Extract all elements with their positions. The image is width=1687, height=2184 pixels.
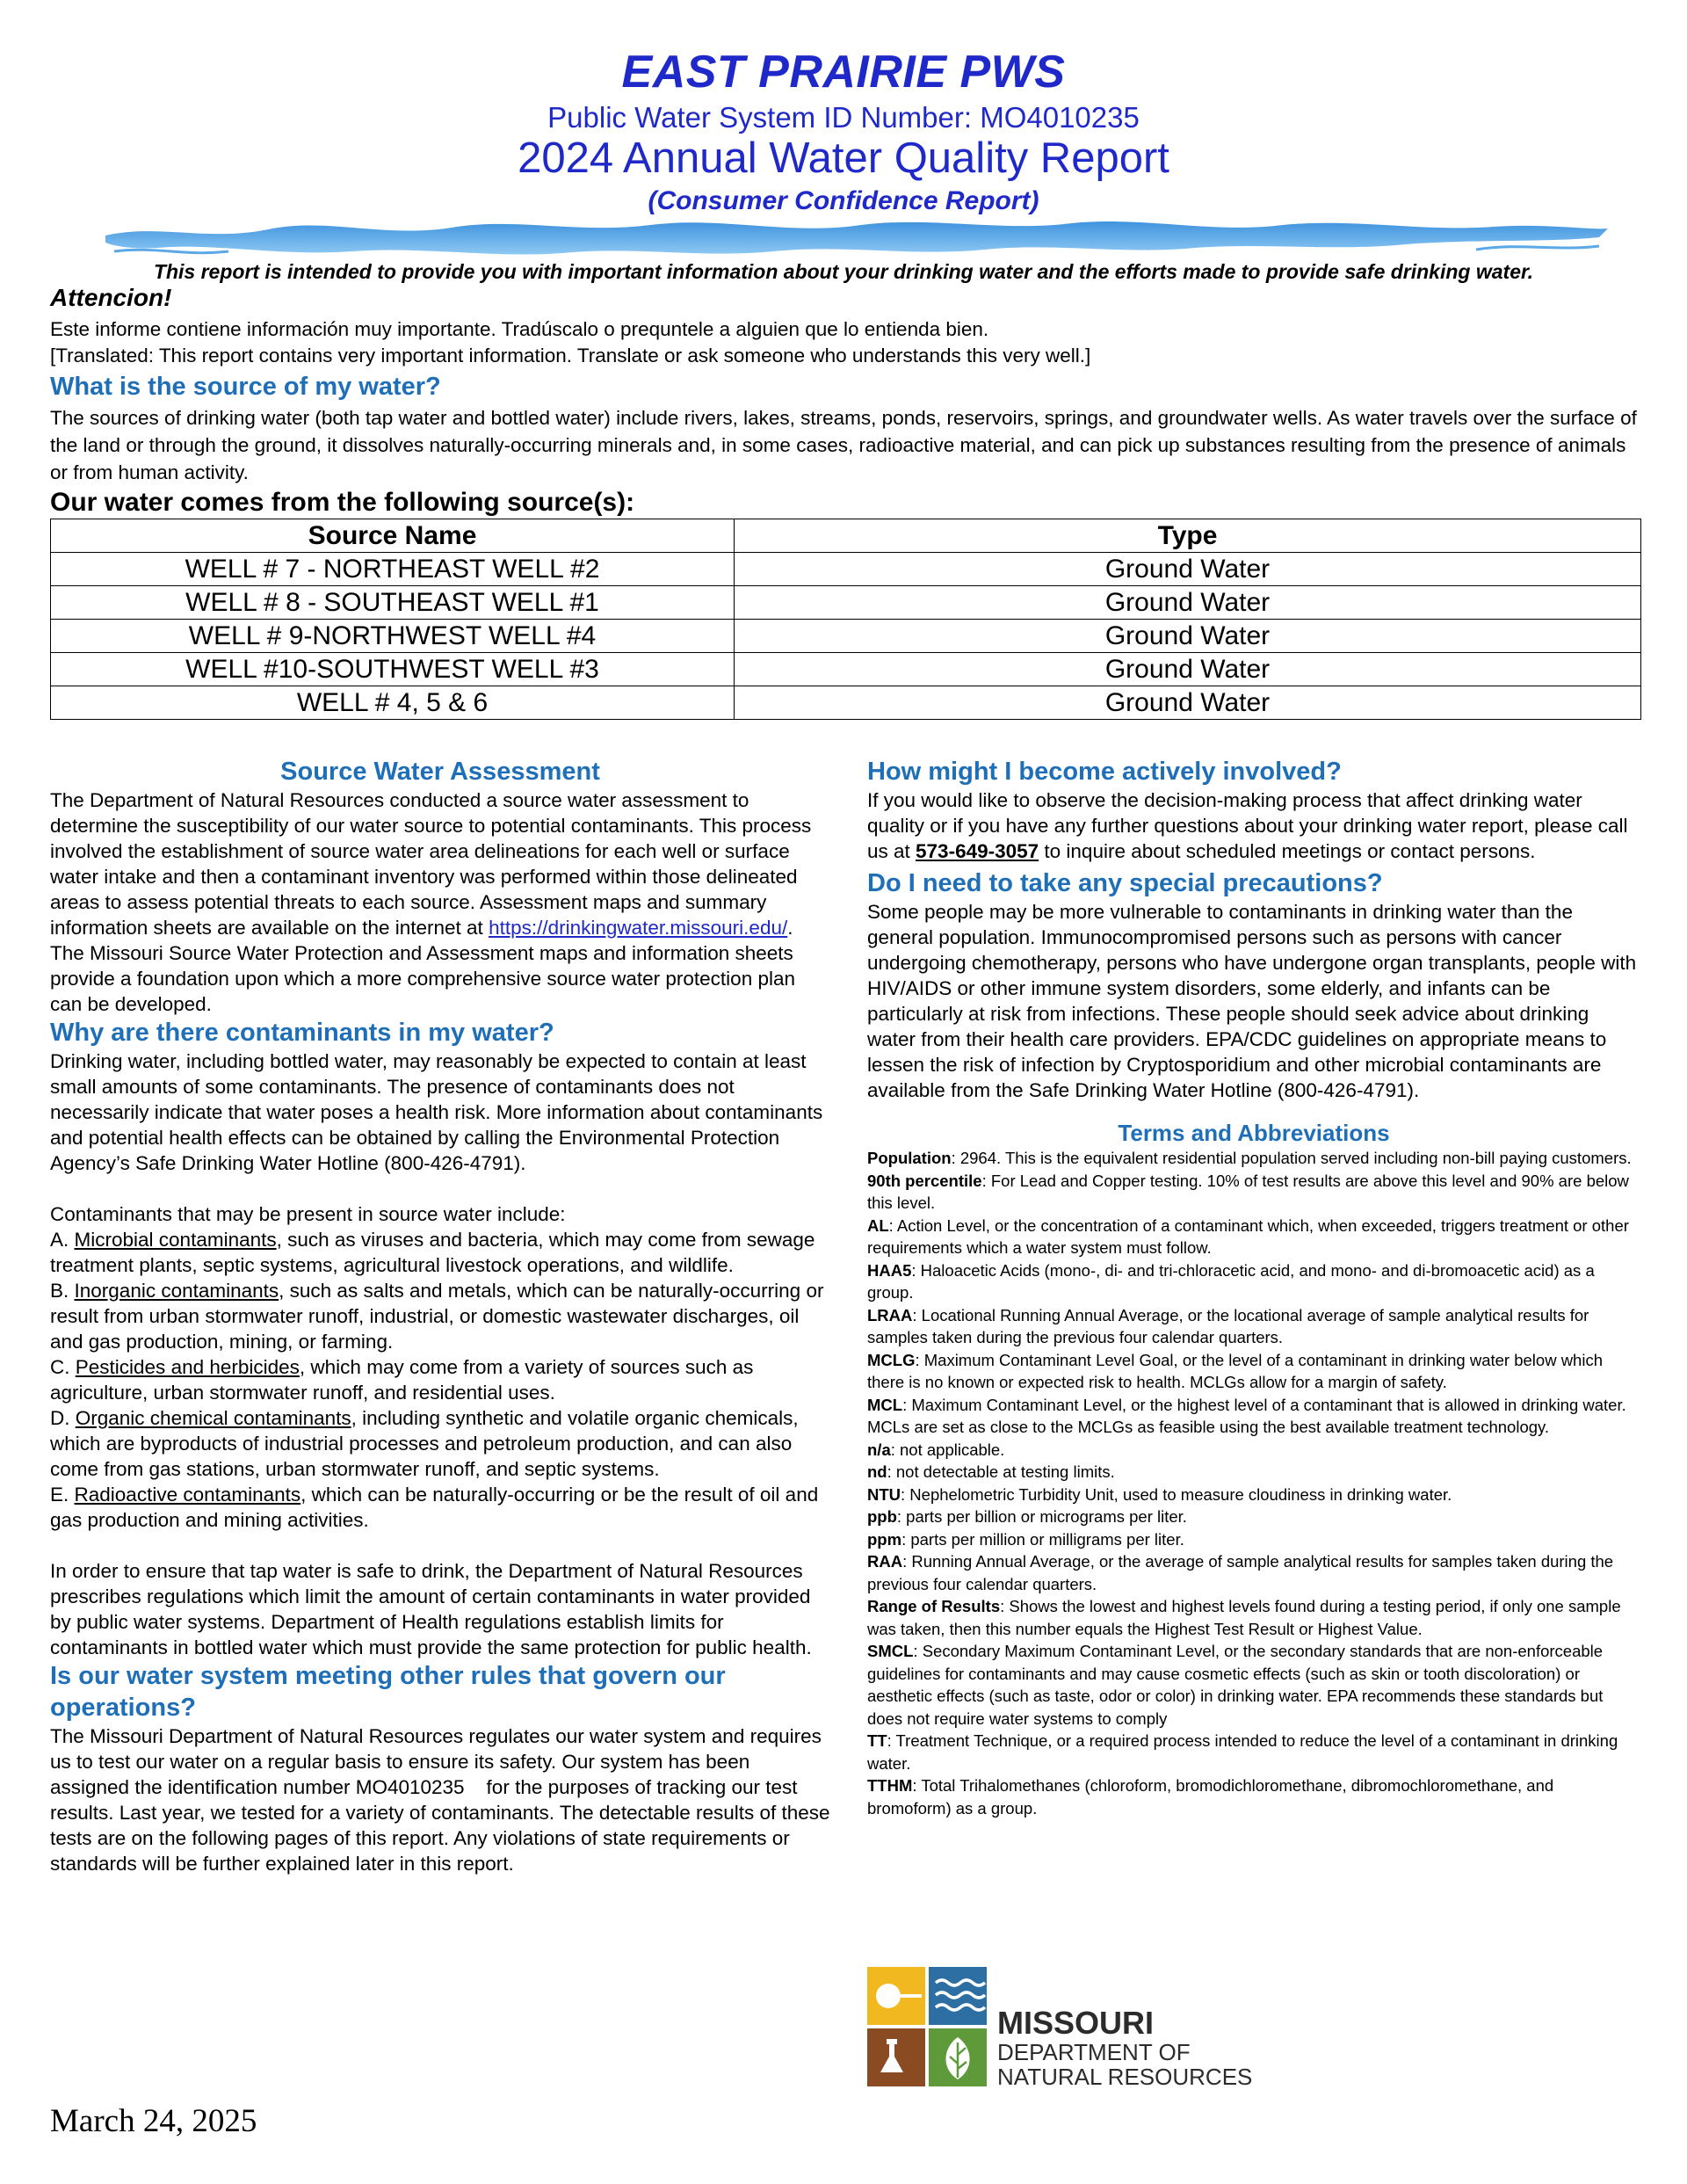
column-header-type: Type xyxy=(735,519,1641,553)
term-definition: : parts per billion or micrograms per liter. xyxy=(896,1507,1187,1526)
assessment-text-b: . The Missouri Source Water Protection and Assessment maps and information sheets provide a foundation upon which a more comprehensive source water protection plan can be developed. xyxy=(50,917,796,1015)
assessment-paragraph xyxy=(50,787,830,1017)
list-item xyxy=(50,1482,830,1533)
assessment-heading: Source Water Assessment xyxy=(280,758,600,786)
term-definition: : parts per million or milligrams per liter. xyxy=(901,1529,1184,1549)
term-item xyxy=(867,1439,1640,1462)
list-item xyxy=(50,1405,830,1482)
term-label: RAA xyxy=(867,1552,903,1571)
term-item xyxy=(867,1484,1640,1506)
source-type-cell: Ground Water xyxy=(735,553,1641,586)
table-row xyxy=(51,686,1641,720)
term-definition: : Haloacetic Acids (mono-, di- and tri-chloracetic acid, and mono- and di-bromoacetic acid) as a group. xyxy=(867,1260,1595,1302)
rules-heading: Is our water system meeting other rules that govern our operations? xyxy=(50,1662,726,1722)
term-item xyxy=(867,1170,1640,1215)
term-item xyxy=(867,1550,1640,1595)
term-item xyxy=(867,1147,1640,1170)
list-item-prefix: C. xyxy=(50,1356,76,1378)
term-label: LRAA xyxy=(867,1305,913,1324)
attention-spanish-text: Este informe contiene información muy importante. Tradúscalo o prequntele a alguien que lo entienda bien. xyxy=(50,318,989,340)
list-item xyxy=(50,1354,830,1405)
source-table xyxy=(50,519,1641,720)
attention-translation-text: [Translated: This report contains very important information. Translate or ask someone who understands this very well.] xyxy=(50,345,1091,366)
term-item xyxy=(867,1215,1640,1259)
drinkingwater-link[interactable]: https://drinkingwater.missouri.edu/ xyxy=(489,917,788,939)
term-label: nd xyxy=(867,1462,887,1481)
list-item xyxy=(50,1278,830,1354)
regulations-paragraph: In order to ensure that tap water is safe to drink, the Department of Natural Resources prescribes regulations which limit the amount of certain contaminants in water provided by public water systems. Department of Health regulations establish limits for contaminants in bottled water which must provide the same protection for public health. xyxy=(50,1560,812,1658)
attention-heading: Attencion! xyxy=(50,284,172,311)
term-item xyxy=(867,1595,1640,1640)
source-paragraph: The sources of drinking water (both tap water and bottled water) include rivers, lakes, streams, ponds, reservoirs, springs, and groundwater wells. As water travels over the surface of the land or through the ground, it dissolves naturally-occurring minerals and, in some cases, radioactive material, and can pick up substances resulting from the presence of animals or from human activity. xyxy=(50,407,1637,483)
lab-tile xyxy=(867,2028,925,2086)
source-type-cell: Ground Water xyxy=(735,586,1641,620)
term-label: MCL xyxy=(867,1395,903,1414)
contaminants-list-intro: Contaminants that may be present in source water include: xyxy=(50,1203,566,1225)
assessment-text-a: The Department of Natural Resources conducted a source water assessment to determine the susceptibility of our water source to potential contaminants. This process involved the establishment of source water area delineations for each well or surface water intake and then a contaminant inventory was performed within those delineated areas to assess potential threats to each source. Assessment maps and summary information sheets are available on the internet at xyxy=(50,789,812,939)
pws-id-line: Public Water System ID Number: MO4010235 xyxy=(547,101,1140,134)
term-label: 90th percentile xyxy=(867,1171,982,1190)
list-item-term: Inorganic contaminants xyxy=(74,1280,279,1302)
term-item xyxy=(867,1304,1640,1349)
term-item xyxy=(867,1528,1640,1551)
term-label: SMCL xyxy=(867,1642,914,1660)
term-definition: : Maximum Contaminant Level Goal, or the level of a contaminant in drinking water below which there is no known or expected risk to health. MCLGs allow for a margin of safety. xyxy=(867,1350,1603,1391)
report-date: March 24, 2025 xyxy=(50,2103,257,2139)
term-item xyxy=(867,1774,1640,1819)
involved-text-a: If you would like to observe the decision-making process that affect drinking water quality or if you have any further questions about your drinking water report, please call us at xyxy=(867,789,1628,862)
term-label: HAA5 xyxy=(867,1260,912,1280)
contaminants-heading: Why are there contaminants in my water? xyxy=(50,1019,554,1047)
involved-text-b: to inquire about scheduled meetings or contact persons. xyxy=(1039,840,1536,862)
source-name-cell: WELL # 7 - NORTHEAST WELL #2 xyxy=(51,553,735,586)
logo-text-missouri: MISSOURI xyxy=(997,2005,1155,2041)
source-name-cell: WELL # 9-NORTHWEST WELL #4 xyxy=(51,620,735,653)
contaminants-paragraph: Drinking water, including bottled water, may reasonably be expected to contain at least small amounts of some contaminants. The presence of contaminants does not necessarily indicate that water poses a health risk. More information about contaminants and potential health effects can be obtained by calling the Environmental Protection Agency’s Safe Drinking Water Hotline (800-426-4791). xyxy=(50,1050,823,1174)
list-item-prefix: B. xyxy=(50,1280,75,1302)
term-definition: : For Lead and Copper testing. 10% of test results are above this level and 90% are below this level. xyxy=(867,1171,1629,1212)
terms-list xyxy=(867,1147,1640,1819)
list-item-term: Pesticides and herbicides xyxy=(75,1356,300,1378)
list-item-term: Organic chemical contaminants xyxy=(75,1407,351,1429)
term-label: ppb xyxy=(867,1507,897,1526)
table-row xyxy=(51,620,1641,653)
source-heading: What is the source of my water? xyxy=(50,373,441,401)
term-item xyxy=(867,1461,1640,1484)
term-item xyxy=(867,1730,1640,1774)
term-label: AL xyxy=(867,1215,889,1235)
list-item-text: , which can be naturally-occurring or be the result of oil and gas production and mining activities. xyxy=(50,1484,819,1531)
terms-heading: Terms and Abbreviations xyxy=(1118,1120,1390,1146)
list-item-prefix: E. xyxy=(50,1484,75,1506)
precautions-paragraph: Some people may be more vulnerable to contaminants in drinking water than the general population. Immunocompromised persons such as persons with cancer undergoing chemotherapy, persons who have undergone organ transplants, people with HIV/AIDS or other immune system disorders, some elderly, and infants can be particularly at risk from infections. These people should seek advice about drinking water from their health care providers. EPA/CDC guidelines on appropriate means to lessen the risk of infection by Cryptosporidium and other microbial contaminants are available from the Safe Drinking Water Hotline (800-426-4791). xyxy=(867,901,1637,1101)
list-item-text: , which may come from a variety of sources such as agriculture, urban stormwater runoff, and residential uses. xyxy=(50,1356,754,1404)
term-label: Range of Results xyxy=(867,1597,1001,1615)
term-definition: : not applicable. xyxy=(890,1440,1005,1459)
intro-statement: This report is intended to provide you with important information about your drinking water and the efforts made to provide safe drinking water. xyxy=(153,260,1534,283)
source-type-cell: Ground Water xyxy=(735,620,1641,653)
term-definition: : Nephelometric Turbidity Unit, used to measure cloudiness in drinking water. xyxy=(901,1484,1452,1504)
term-label: MCLG xyxy=(867,1350,916,1369)
right-column xyxy=(867,756,1640,1819)
report-title: 2024 Annual Water Quality Report xyxy=(518,134,1169,182)
term-definition: : Shows the lowest and highest levels found during a testing period, if only one sample was taken, then this number equals the Highest Test Result or Highest Value. xyxy=(867,1597,1621,1638)
system-name-title: EAST PRAIRIE PWS xyxy=(621,47,1066,98)
term-definition: : Action Level, or the concentration of a contaminant which, when exceeded, triggers treatment or other requirements which a water system must follow. xyxy=(867,1215,1629,1257)
term-item xyxy=(867,1506,1640,1528)
list-item-term: Radioactive contaminants xyxy=(74,1484,301,1506)
water-splash-banner xyxy=(105,216,1608,260)
missouri-dnr-logo xyxy=(867,1967,1289,2092)
source-type-cell: Ground Water xyxy=(735,653,1641,686)
table-row xyxy=(51,653,1641,686)
table-header-row xyxy=(51,519,1641,553)
term-definition: : 2964. This is the equivalent residential population served including non-bill paying customers. xyxy=(951,1149,1632,1167)
term-label: TTHM xyxy=(867,1776,913,1795)
source-table-heading: Our water comes from the following source(s): xyxy=(50,488,635,517)
term-definition: : Running Annual Average, or the average of sample analytical results for samples taken during the previous four calendar quarters. xyxy=(867,1552,1614,1593)
list-item-term: Microbial contaminants xyxy=(74,1229,277,1251)
column-header-source-name: Source Name xyxy=(51,519,735,553)
involved-paragraph xyxy=(867,787,1640,864)
rules-paragraph: The Missouri Department of Natural Resources regulates our water system and requires us to test our water on a regular basis to ensure its safety. Our system has been assigned the identification number MO4010235 for the purposes of tracking our test results. Last year, we tested for a variety of contaminants. The detectable results of these tests are on the following pages of this report. Any violations of state requirements or standards will be further explained later in this report. xyxy=(50,1725,836,1875)
list-item-text: , such as salts and metals, which can be naturally-occurring or result from urban stormwater runoff, industrial, or domestic wastewater discharges, oil and gas production, mining, or farming. xyxy=(50,1280,824,1353)
left-column xyxy=(50,756,836,1876)
table-row xyxy=(51,553,1641,586)
logo-text-department: DEPARTMENT OF xyxy=(997,2039,1191,2065)
term-item xyxy=(867,1259,1640,1304)
term-label: ppm xyxy=(867,1529,902,1549)
term-label: Population xyxy=(867,1149,952,1167)
source-name-cell: WELL # 4, 5 & 6 xyxy=(51,686,735,720)
precautions-heading: Do I need to take any special precautions? xyxy=(867,869,1383,897)
source-name-cell: WELL # 8 - SOUTHEAST WELL #1 xyxy=(51,586,735,620)
source-name-cell: WELL #10-SOUTHWEST WELL #3 xyxy=(51,653,735,686)
term-item xyxy=(867,1349,1640,1394)
term-item xyxy=(867,1394,1640,1439)
term-definition: : Locational Running Annual Average, or the locational average of sample analytical results for samples taken during the previous four calendar quarters. xyxy=(867,1305,1589,1346)
report-subtitle: (Consumer Confidence Report) xyxy=(648,186,1039,215)
term-definition: : not detectable at testing limits. xyxy=(887,1462,1115,1481)
phone-number-link[interactable]: 573-649-3057 xyxy=(916,840,1039,862)
term-definition: : Secondary Maximum Contaminant Level, or the secondary standards that are non-enforceable guidelines for contaminants and may cause cosmetic effects (such as skin or tooth discoloration) or aesthetic effects (such as taste, odor or color) in drinking water. EPA recommends these standards but does not require water systems to comply xyxy=(867,1642,1604,1728)
term-definition: : Treatment Technique, or a required process intended to reduce the level of a contaminant in drinking water. xyxy=(867,1731,1618,1773)
involved-heading: How might I become actively involved? xyxy=(867,758,1342,786)
list-item-prefix: D. xyxy=(50,1407,76,1429)
table-row xyxy=(51,586,1641,620)
logo-text-natural-resources: NATURAL RESOURCES xyxy=(997,2064,1253,2090)
list-item-text: , including synthetic and volatile organic chemicals, which are byproducts of industrial processes and petroleum production, and can also come from gas stations, urban stormwater runoff, and septic systems. xyxy=(50,1407,799,1480)
term-label: NTU xyxy=(867,1484,901,1504)
term-label: TT xyxy=(867,1731,887,1750)
list-item xyxy=(50,1227,830,1278)
term-item xyxy=(867,1640,1640,1730)
term-definition: : Maximum Contaminant Level, or the highest level of a contaminant that is allowed in drinking water. MCLs are set as close to the MCLGs as feasible using the best available treatment technology. xyxy=(867,1395,1626,1436)
term-label: n/a xyxy=(867,1440,891,1459)
list-item-prefix: A. xyxy=(50,1229,75,1251)
source-type-cell: Ground Water xyxy=(735,686,1641,720)
list-item-text: , such as viruses and bacteria, which may come from sewage treatment plants, septic systems, agricultural livestock operations, and wildlife. xyxy=(50,1229,815,1276)
term-definition: : Total Trihalomethanes (chloroform, bromodichloromethane, dibromochloromethane, and bromoform) as a group. xyxy=(867,1776,1554,1818)
